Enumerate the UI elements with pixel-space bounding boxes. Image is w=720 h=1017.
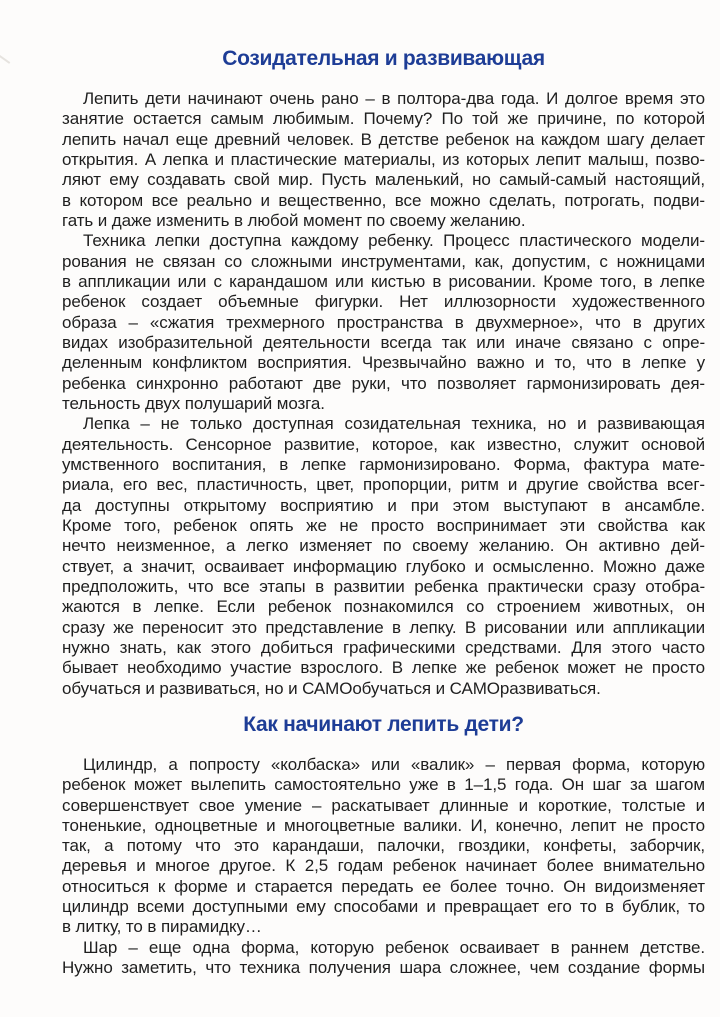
paragraph-3 (62, 414, 705, 699)
text-line: гать и даже изменить в любой момент по своему желанию. (62, 210, 526, 230)
text-line: ляют ему создавать свой мир. Пусть маленький, но самый-самый настоящий, (62, 170, 705, 190)
paragraph-1 (62, 89, 705, 231)
text-line: совершенствует свое умение – раскатывает длинные и короткие, толстые и (62, 795, 705, 815)
paragraph-2 (62, 231, 705, 414)
text-line: в литку, то в пирамидку… (62, 917, 262, 937)
text-line: ребенок может вылепить самостоятельно уже в 1–1,5 года. Он шаг за шагом (62, 775, 705, 795)
text-line: ребенок создает объемные фигурки. Нет иллюзорности художественного (62, 292, 705, 312)
text-line: видах изобразительной деятельности всегда так или иначе связано с опре- (62, 332, 705, 352)
text-line: ствует, а значит, осваивает информацию глубоко и осмысленно. Можно даже (62, 556, 705, 576)
text-line: относиться к форме и старается передать ее более точно. Он видоизменяет (62, 876, 705, 896)
paragraph-4 (62, 755, 705, 938)
text-line: рования не связан со сложными инструментами, как, допустим, с ножницами (62, 251, 705, 271)
text-line: ребенка синхронно работают две руки, что позволяет гармонизировать дея- (62, 373, 705, 393)
text-line: сразу же переносит это представление в лепку. В рисовании или аппликации (62, 617, 705, 637)
text-line: риала, его вес, пластичность, цвет, пропорции, ритм и другие свойства всег- (62, 475, 705, 495)
text-line: в аппликации или с карандашом или кистью в рисовании. Кроме того, в лепке (62, 271, 705, 291)
text-line: нужно знать, как этого добиться графическими средствами. Для этого часто (62, 637, 705, 657)
text-line: Цилиндр, а попросту «колбаска» или «валик» – первая форма, которую (83, 754, 705, 774)
text-line: тоненькие, одноцветные и многоцветные валики. И, конечно, лепит не просто (62, 815, 705, 835)
text-line: Техника лепки доступна каждому ребенку. Процесс пластического модели- (83, 231, 705, 251)
text-line: предположить, что все этапы в развитии ребенка практически сразу отобра- (62, 576, 705, 596)
text-line: нечто неизменное, а легко изменяет по своему желанию. Он активно дей- (62, 536, 705, 556)
text-line: Лепка – не только доступная созидательная техника, но и развивающая (83, 414, 705, 434)
text-line: открытия. А лепка и пластические материалы, из которых лепит малыш, позво- (62, 149, 705, 169)
text-line: обучаться и развиваться, но и САМОобучаться и САМОразвиваться. (62, 678, 601, 698)
text-line: деленным конфликтом восприятия. Чрезвычайно важно и то, что в лепке у (62, 353, 705, 373)
paragraph-5 (62, 938, 705, 979)
text-line: Шар – еще одна форма, которую ребенок осваивает в раннем детстве. (83, 937, 705, 957)
text-line: да доступны открытому восприятию и при этом выступают в ансамбле. (62, 495, 705, 515)
text-line: цилиндр всеми доступными ему способами и превращает его то в бублик, то (62, 897, 705, 917)
text-line: жаются в лепке. Если ребенок познакомился со строением животных, он (62, 597, 705, 617)
text-line: умственного воспитания, в лепке гармонизировано. Форма, фактура мате- (62, 454, 705, 474)
text-line: в котором все реально и вещественно, все можно сделать, потрогать, подви- (62, 190, 705, 210)
heading-how-children-start: Как начинают лепить дети? (243, 712, 524, 736)
heading-creative-developing: Созидательная и развивающая (222, 47, 545, 70)
text-line: деревья и многое другое. К 2,5 годам ребенок начинает более внимательно (62, 856, 705, 876)
text-line: Лепить дети начинают очень рано – в полтора-два года. И долгое время это (83, 89, 705, 108)
text-line: тельность двух полушарий мозга. (62, 393, 325, 413)
text-line: деятельность. Сенсорное развитие, которое, как известно, служит основой (62, 434, 705, 454)
text-line: лепить начал еще древний человек. В детстве ребенок на каждом шагу делает (62, 129, 705, 149)
text-line: бывает необходимо участие взрослого. В лепке же ребенок может не просто (62, 658, 705, 678)
text-line: так, а потому что это карандаши, палочки, гвоздики, конфеты, заборчик, (62, 836, 705, 856)
text-line: Кроме того, ребенок опять же не просто воспринимает эти свойства как (62, 515, 705, 535)
text-line: занятие остается самым любимым. Почему? По той же причине, по которой (62, 109, 705, 129)
text-line: образа – «сжатия трехмерного пространства в двухмерное», что в других (62, 312, 705, 332)
text-line: Нужно заметить, что техника получения шара сложнее, чем создание формы (62, 958, 705, 978)
